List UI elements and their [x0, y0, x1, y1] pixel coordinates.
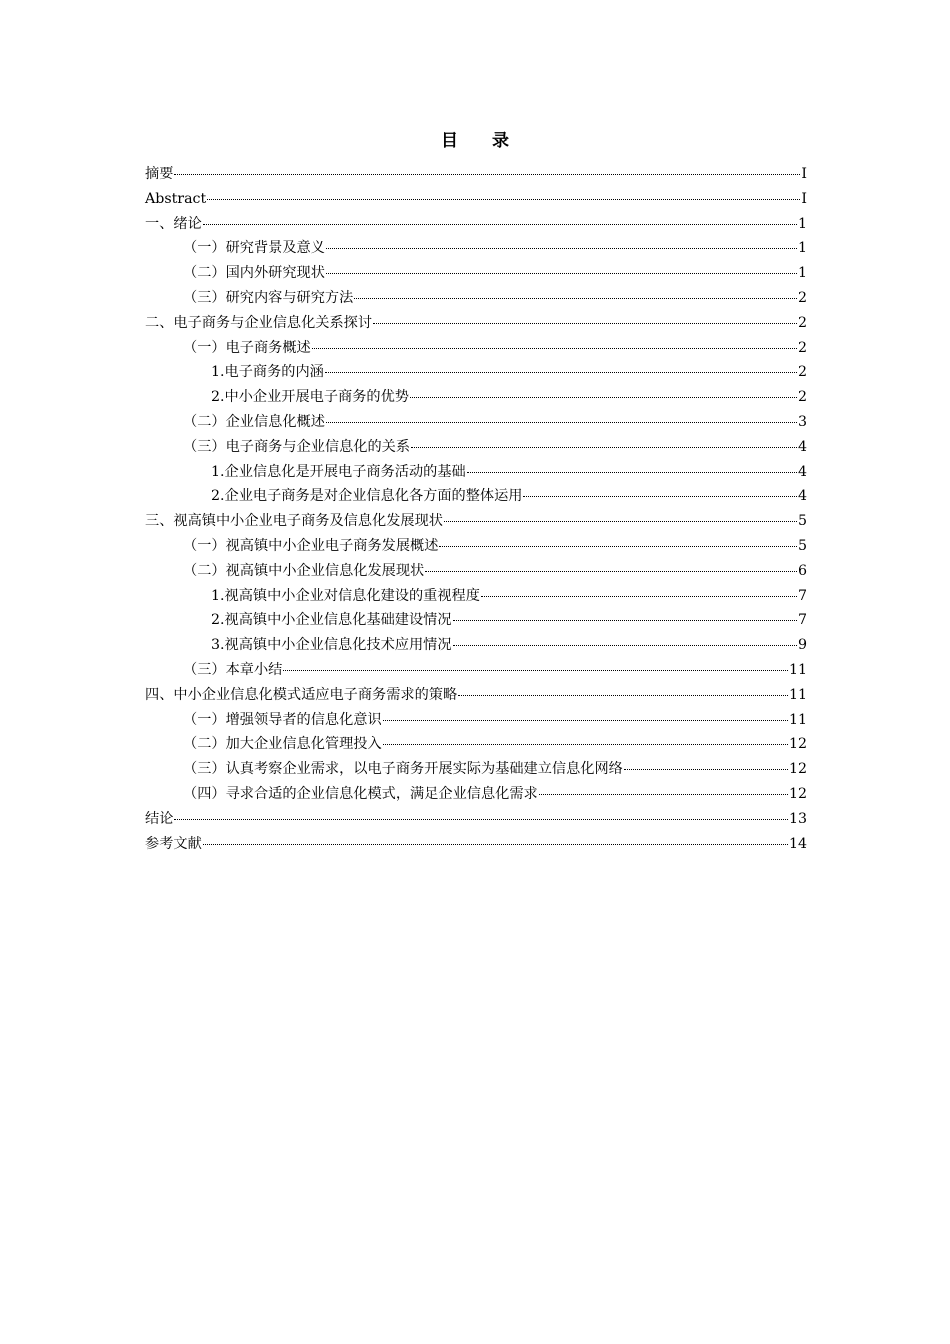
- toc-entry-label: （三）电子商务与企业信息化的关系: [183, 438, 411, 455]
- toc-entry[interactable]: [145, 162, 807, 187]
- toc-entry-page: 5: [797, 513, 807, 530]
- toc-entry[interactable]: [145, 584, 807, 609]
- toc-dot-leader: [283, 670, 788, 671]
- toc-entry-page: 11: [788, 711, 807, 728]
- toc-dot-leader: [467, 472, 797, 473]
- toc-entry-page: 2: [797, 314, 807, 331]
- toc-entry-page: 11: [788, 661, 807, 678]
- toc-entry[interactable]: [145, 484, 807, 509]
- toc-entry-label: 3.视高镇中小企业信息化技术应用情况: [211, 637, 452, 654]
- toc-entry-label: 1.视高镇中小企业对信息化建设的重视程度: [211, 587, 480, 604]
- toc-entry-page: 6: [797, 562, 807, 579]
- toc-dot-leader: [539, 794, 788, 795]
- toc-entry-page: 5: [797, 537, 807, 554]
- toc-entry-page: I: [801, 190, 807, 207]
- toc-entry-label: （三）认真考察企业需求，以电子商务开展实际为基础建立信息化网络: [183, 761, 623, 778]
- toc-entry-page: I: [801, 166, 807, 182]
- toc-entry-label: （二）国内外研究现状: [183, 265, 325, 282]
- toc-entry-label: 参考文献: [145, 835, 202, 852]
- toc-entry-label: （一）研究背景及意义: [183, 240, 325, 257]
- toc-entry-page: 1: [797, 240, 807, 257]
- toc-entry-label: 一、绪论: [145, 215, 202, 232]
- toc-entry-label: 三、视高镇中小企业电子商务及信息化发展现状: [145, 513, 443, 530]
- toc-dot-leader: [439, 546, 797, 547]
- toc-entry-page: 1: [797, 215, 807, 232]
- toc-dot-leader: [207, 199, 800, 200]
- toc-entry[interactable]: [145, 708, 807, 733]
- toc-dot-leader: [624, 769, 788, 770]
- toc-entry[interactable]: [145, 385, 807, 410]
- toc-entry[interactable]: [145, 460, 807, 485]
- toc-dot-leader: [203, 224, 797, 225]
- toc-dot-leader: [453, 620, 797, 621]
- toc-entry-page: 4: [797, 438, 807, 455]
- toc-entry-page: 1: [797, 265, 807, 282]
- toc-entry-label: 二、电子商务与企业信息化关系探讨: [145, 314, 373, 331]
- toc-entry[interactable]: [145, 782, 807, 807]
- toc-title: 目 录: [441, 131, 523, 151]
- toc-entry[interactable]: [145, 236, 807, 261]
- toc-entry-label: 四、中小企业信息化模式适应电子商务需求的策略: [145, 686, 458, 703]
- toc-entry-label: 1.电子商务的内涵: [211, 364, 324, 381]
- toc-entry-label: （三）本章小结: [183, 661, 283, 678]
- toc-entry-label: （二）企业信息化概述: [183, 413, 325, 430]
- toc-entry-label: （一）电子商务概述: [183, 339, 311, 356]
- toc-entry-page: 4: [797, 463, 807, 480]
- toc-dot-leader: [425, 571, 797, 572]
- toc-dot-leader: [411, 447, 797, 448]
- toc-entry-label: 1.企业信息化是开展电子商务活动的基础: [211, 463, 466, 480]
- toc-dot-leader: [325, 372, 797, 373]
- toc-dot-leader: [312, 348, 797, 349]
- toc-entry[interactable]: [145, 261, 807, 286]
- toc-entry[interactable]: [145, 187, 807, 212]
- toc-dot-leader: [326, 422, 797, 423]
- toc-entry-label: （四）寻求合适的企业信息化模式，满足企业信息化需求: [183, 785, 538, 802]
- toc-entry[interactable]: [145, 534, 807, 559]
- toc-dot-leader: [458, 695, 788, 696]
- toc-entry[interactable]: [145, 410, 807, 435]
- toc-dot-leader: [326, 248, 797, 249]
- toc-entry-page: 2: [797, 389, 807, 406]
- toc-entry[interactable]: [145, 732, 807, 757]
- toc-entry-label: 2.中小企业开展电子商务的优势: [211, 389, 409, 406]
- toc-entry[interactable]: [145, 212, 807, 237]
- toc-entry-page: 12: [788, 785, 807, 802]
- toc-entry-page: 11: [788, 686, 807, 703]
- toc-entry-page: 12: [788, 761, 807, 778]
- toc-entry[interactable]: [145, 435, 807, 460]
- toc-entry-label: （二）视高镇中小企业信息化发展现状: [183, 562, 425, 579]
- toc-dot-leader: [410, 397, 797, 398]
- toc-dot-leader: [326, 273, 797, 274]
- toc-dot-leader: [354, 298, 797, 299]
- toc-entry-page: 7: [797, 612, 807, 629]
- toc-entry[interactable]: [145, 832, 807, 857]
- toc-entry-label: （一）视高镇中小企业电子商务发展概述: [183, 537, 439, 554]
- toc-entry-label: 2.视高镇中小企业信息化基础建设情况: [211, 612, 452, 629]
- toc-entry-label: （三）研究内容与研究方法: [183, 289, 354, 306]
- toc-dot-leader: [174, 819, 788, 820]
- toc-entry[interactable]: [145, 658, 807, 683]
- toc-entry-page: 2: [797, 339, 807, 356]
- toc-dot-leader: [383, 744, 788, 745]
- toc-entry[interactable]: [145, 807, 807, 832]
- toc-dot-leader: [383, 720, 788, 721]
- toc-entry[interactable]: [145, 757, 807, 782]
- toc-entry[interactable]: [145, 608, 807, 633]
- toc-entry[interactable]: [145, 336, 807, 361]
- toc-entry-page: 12: [788, 736, 807, 753]
- toc-entry-page: 9: [797, 637, 807, 654]
- toc-entry-label: （一）增强领导者的信息化意识: [183, 711, 382, 728]
- toc-dot-leader: [174, 174, 800, 175]
- toc-dot-leader: [453, 645, 797, 646]
- toc-entry[interactable]: [145, 311, 807, 336]
- toc-dot-leader: [481, 596, 797, 597]
- toc-dot-leader: [444, 521, 797, 522]
- toc-entry[interactable]: [145, 509, 807, 534]
- toc-entry-page: 13: [788, 810, 807, 827]
- toc-entry-label: 结论: [145, 810, 174, 827]
- toc-dot-leader: [373, 323, 797, 324]
- toc-entry-page: 2: [797, 289, 807, 306]
- toc-entry-label: Abstract: [145, 190, 207, 207]
- toc-entry-page: 4: [797, 488, 807, 505]
- toc-entry[interactable]: [145, 286, 807, 311]
- toc-entry-label: 摘要: [145, 166, 174, 182]
- toc-entry[interactable]: [145, 559, 807, 584]
- toc-entry-page: 3: [797, 413, 807, 430]
- toc-list: [145, 162, 807, 856]
- toc-entry[interactable]: [145, 683, 807, 708]
- toc-entry-page: 14: [788, 835, 807, 852]
- toc-entry-page: 7: [797, 587, 807, 604]
- toc-entry-label: （二）加大企业信息化管理投入: [183, 736, 382, 753]
- toc-dot-leader: [523, 496, 796, 497]
- toc-entry-page: 2: [797, 364, 807, 381]
- toc-entry-label: 2.企业电子商务是对企业信息化各方面的整体运用: [211, 488, 523, 505]
- toc-dot-leader: [203, 844, 788, 845]
- toc-entry[interactable]: [145, 633, 807, 658]
- toc-entry[interactable]: [145, 360, 807, 385]
